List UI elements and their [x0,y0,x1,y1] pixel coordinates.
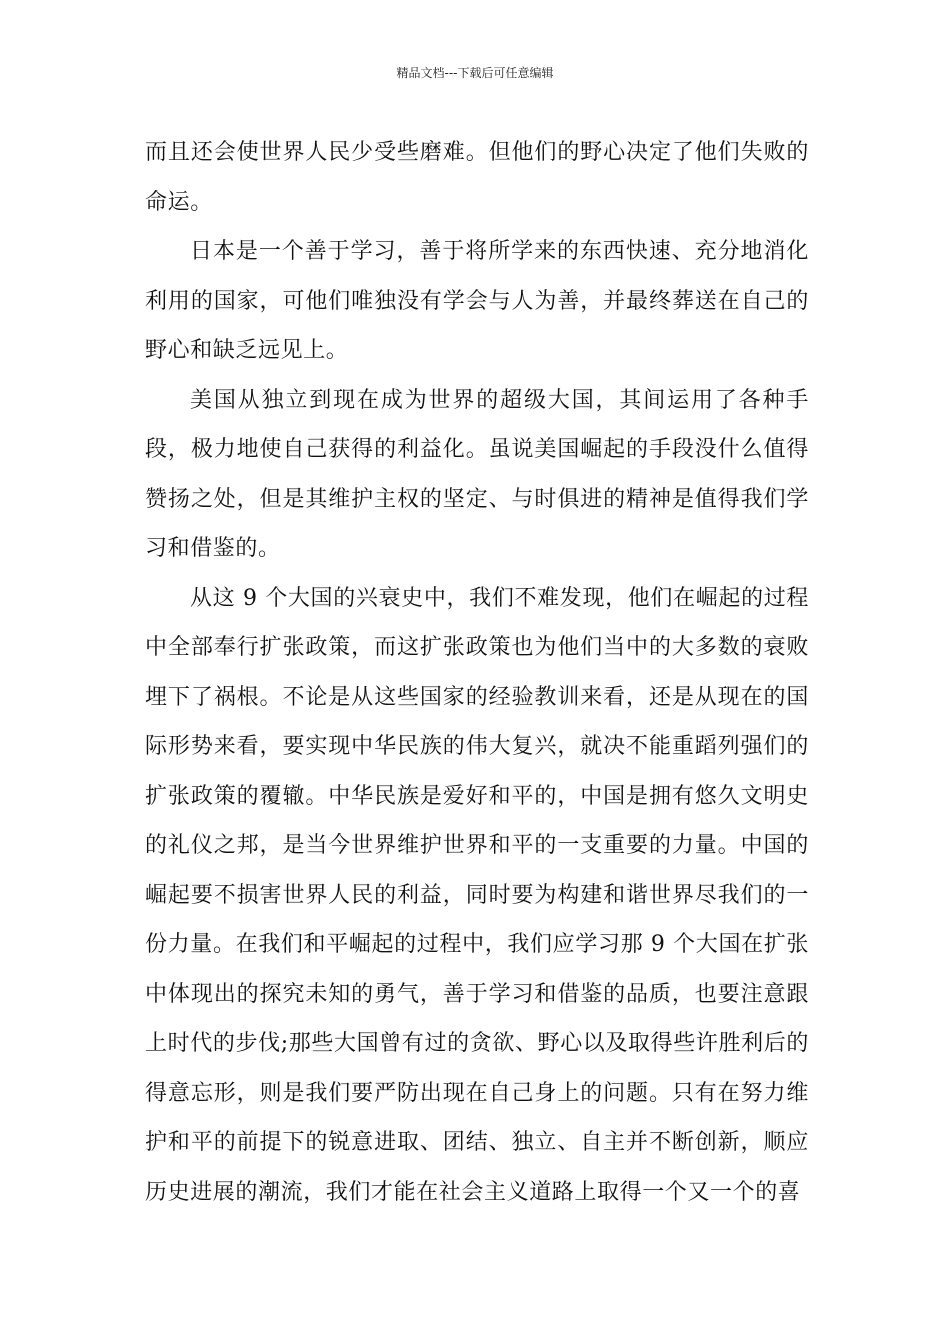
document-body [145,128,809,1217]
paragraph-usa: 美国从独立到现在成为世界的超级大国，其间运用了各种手段，极力地使自己获得的利益化。虽说美国崛起的手段没什么值得赞扬之处，但是其维护主权的坚定、与时俱进的精神是值得我们学习和借鉴的。 [145,387,809,561]
paragraph-conclusion: 从这 9 个大国的兴衰史中，我们不难发现，他们在崛起的过程中全部奉行扩张政策，而这扩张政策也为他们当中的大多数的衰败埋下了祸根。不论是从这些国家的经验教训来看，还是从现在的国际形势来看，要实现中华民族的伟大复兴，就决不能重蹈列强们的扩张政策的覆辙。中华民族是爱好和平的，中国是拥有悠久文明史的礼仪之邦，是当今世界维护世界和平的一支重要的力量。中国的崛起要不损害世界人民的利益，同时要为构建和谐世界尽我们的一份力量。在我们和平崛起的过程中，我们应学习那 9 个大国在扩张中体现出的探究未知的勇气，善于学习和借鉴的品质，也要注意跟上时代的步伐;那些大国曾有过的贪欲、野心以及取得些许胜利后的得意忘形，则是我们要严防出现在自己身上的问题。只有在努力维护和平的前提下的锐意进取、团结、独立、自主并不断创新，顺应历史进展的潮流，我们才能在社会主义道路上取得一个又一个的喜 [145,585,809,1205]
page-header: 精品文档---下载后可任意编辑 [396,66,554,80]
paragraph-japan: 日本是一个善于学习，善于将所学来的东西快速、充分地消化利用的国家，可他们唯独没有学会与人为善，并最终葬送在自己的野心和缺乏远见上。 [145,239,809,363]
paragraph-continuation: 而且还会使世界人民少受些磨难。但他们的野心决定了他们失败的命运。 [145,140,809,215]
